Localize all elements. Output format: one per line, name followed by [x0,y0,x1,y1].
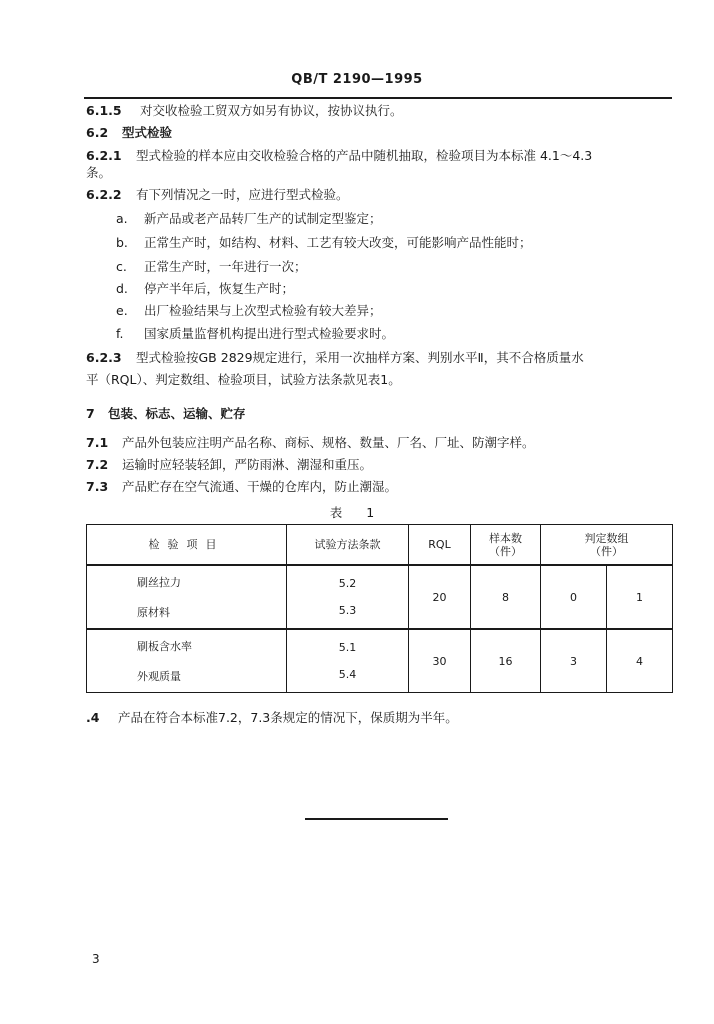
clause-6-2-1 [86,148,592,164]
clause-7-3 [86,479,397,495]
table-header-row [87,525,673,566]
cell-re: 1 [607,565,673,629]
list-item-a [116,211,382,227]
clause-text: 产品贮存在空气流通、干燥的仓库内，防止潮湿。 [122,479,398,494]
cell-rql: 30 [409,629,471,693]
section-7-heading [86,406,246,422]
section-title: 包装、标志、运输、贮存 [108,406,246,421]
clause-number: 7.2 [86,457,109,472]
list-text: 出厂检验结果与上次型式检验有较大差异； [144,303,382,318]
clause-6-2-3 [86,350,584,366]
cell-re: 4 [607,629,673,693]
list-text: 正常生产时，如结构、材料、工艺有较大改变，可能影响产品性能时； [144,235,532,250]
method-clause: 5.4 [338,668,357,681]
list-text: 正常生产时，一年进行一次； [144,259,307,274]
cell-sample: 16 [471,629,541,693]
inspection-table [86,524,673,693]
clause-6-2-2 [86,187,349,203]
clause-number: 7.3 [86,479,109,494]
clause-6-2 [86,125,172,141]
clause-title: 型式检验 [122,125,173,140]
item-name: 外观质量 [137,670,181,683]
list-item-b [116,235,532,251]
list-item-f [116,326,394,342]
header-decision-unit: （件） [590,544,623,558]
clause-7-1 [86,435,535,451]
list-marker: d. [116,281,128,296]
list-marker: a. [116,211,128,226]
document-code-header: QB/T 2190—1995 [291,72,423,87]
cell-rql: 20 [409,565,471,629]
clause-number: 6.1.5 [86,103,122,118]
clause-number: 6.2.1 [86,148,122,163]
clause-text: 条。 [86,165,112,180]
clause-number: 6.2.2 [86,187,122,202]
item-name: 原材料 [137,606,170,619]
header-rql: RQL [409,525,471,566]
list-item-d [116,281,294,297]
clause-text: 型式检验的样本应由交收检验合格的产品中随机抽取，检验项目为本标准 4.1～4.3 [136,148,593,163]
list-item-c [116,259,307,275]
list-marker: c. [116,259,127,274]
header-sample-label: 样本数 [489,531,522,545]
header-sample [471,525,541,566]
method-clause: 5.1 [338,641,357,654]
table-caption: 表 1 [329,505,385,520]
clause-text: 运输时应轻装轻卸，严防雨淋、潮湿和重压。 [122,457,373,472]
cell-methods [287,565,409,629]
cell-items [87,565,287,629]
clause-number: .4 [86,710,100,725]
cell-ac: 0 [541,565,607,629]
cell-ac: 3 [541,629,607,693]
cell-sample: 8 [471,565,541,629]
page-number: 3 [92,952,100,966]
clause-7-2 [86,457,372,473]
clause-text: 有下列情况之一时，应进行型式检验。 [136,187,349,202]
table-row [87,629,673,693]
clause-7-4 [86,710,458,726]
list-text: 新产品或老产品转厂生产的试制定型鉴定； [144,211,382,226]
cell-items [87,629,287,693]
list-item-e [116,303,382,319]
list-marker: b. [116,235,128,250]
end-rule [305,818,448,820]
clause-text: 产品在符合本标准7.2，7.3条规定的情况下，保质期为半年。 [118,710,458,725]
cell-methods [287,629,409,693]
header-item: 检验项目 [87,525,287,566]
header-rule [84,97,672,99]
clause-text: 型式检验按GB 2829规定进行，采用一次抽样方案、判别水平Ⅱ，其不合格质量水 [136,350,584,365]
clause-number: 6.2 [86,125,109,140]
list-text: 国家质量监督机构提出进行型式检验要求时。 [144,326,395,341]
item-name: 刷丝拉力 [137,576,181,589]
section-number: 7 [86,406,95,421]
clause-number: 7.1 [86,435,109,450]
list-text: 停产半年后，恢复生产时； [144,281,295,296]
header-method: 试验方法条款 [287,525,409,566]
header-decision-label: 判定数组 [584,531,629,545]
clause-text: 对交收检验工贸双方如另有协议，按协议执行。 [140,103,403,118]
item-name: 刷板含水率 [137,640,192,653]
clause-6-2-3-cont [86,372,401,388]
clause-text: 平（RQL）、判定数组、检验项目，试验方法条款见表1。 [86,372,401,387]
clause-6-1-5 [86,103,403,119]
list-marker: e. [116,303,128,318]
header-decision [541,525,673,566]
header-sample-unit: （件） [489,544,522,558]
method-clause: 5.2 [338,577,357,590]
clause-number: 6.2.3 [86,350,122,365]
method-clause: 5.3 [338,604,357,617]
clause-6-2-1-cont [86,165,111,181]
clause-text: 产品外包装应注明产品名称、商标、规格、数量、厂名、厂址、防潮字样。 [122,435,535,450]
list-marker: f. [116,326,124,341]
table-row [87,565,673,629]
